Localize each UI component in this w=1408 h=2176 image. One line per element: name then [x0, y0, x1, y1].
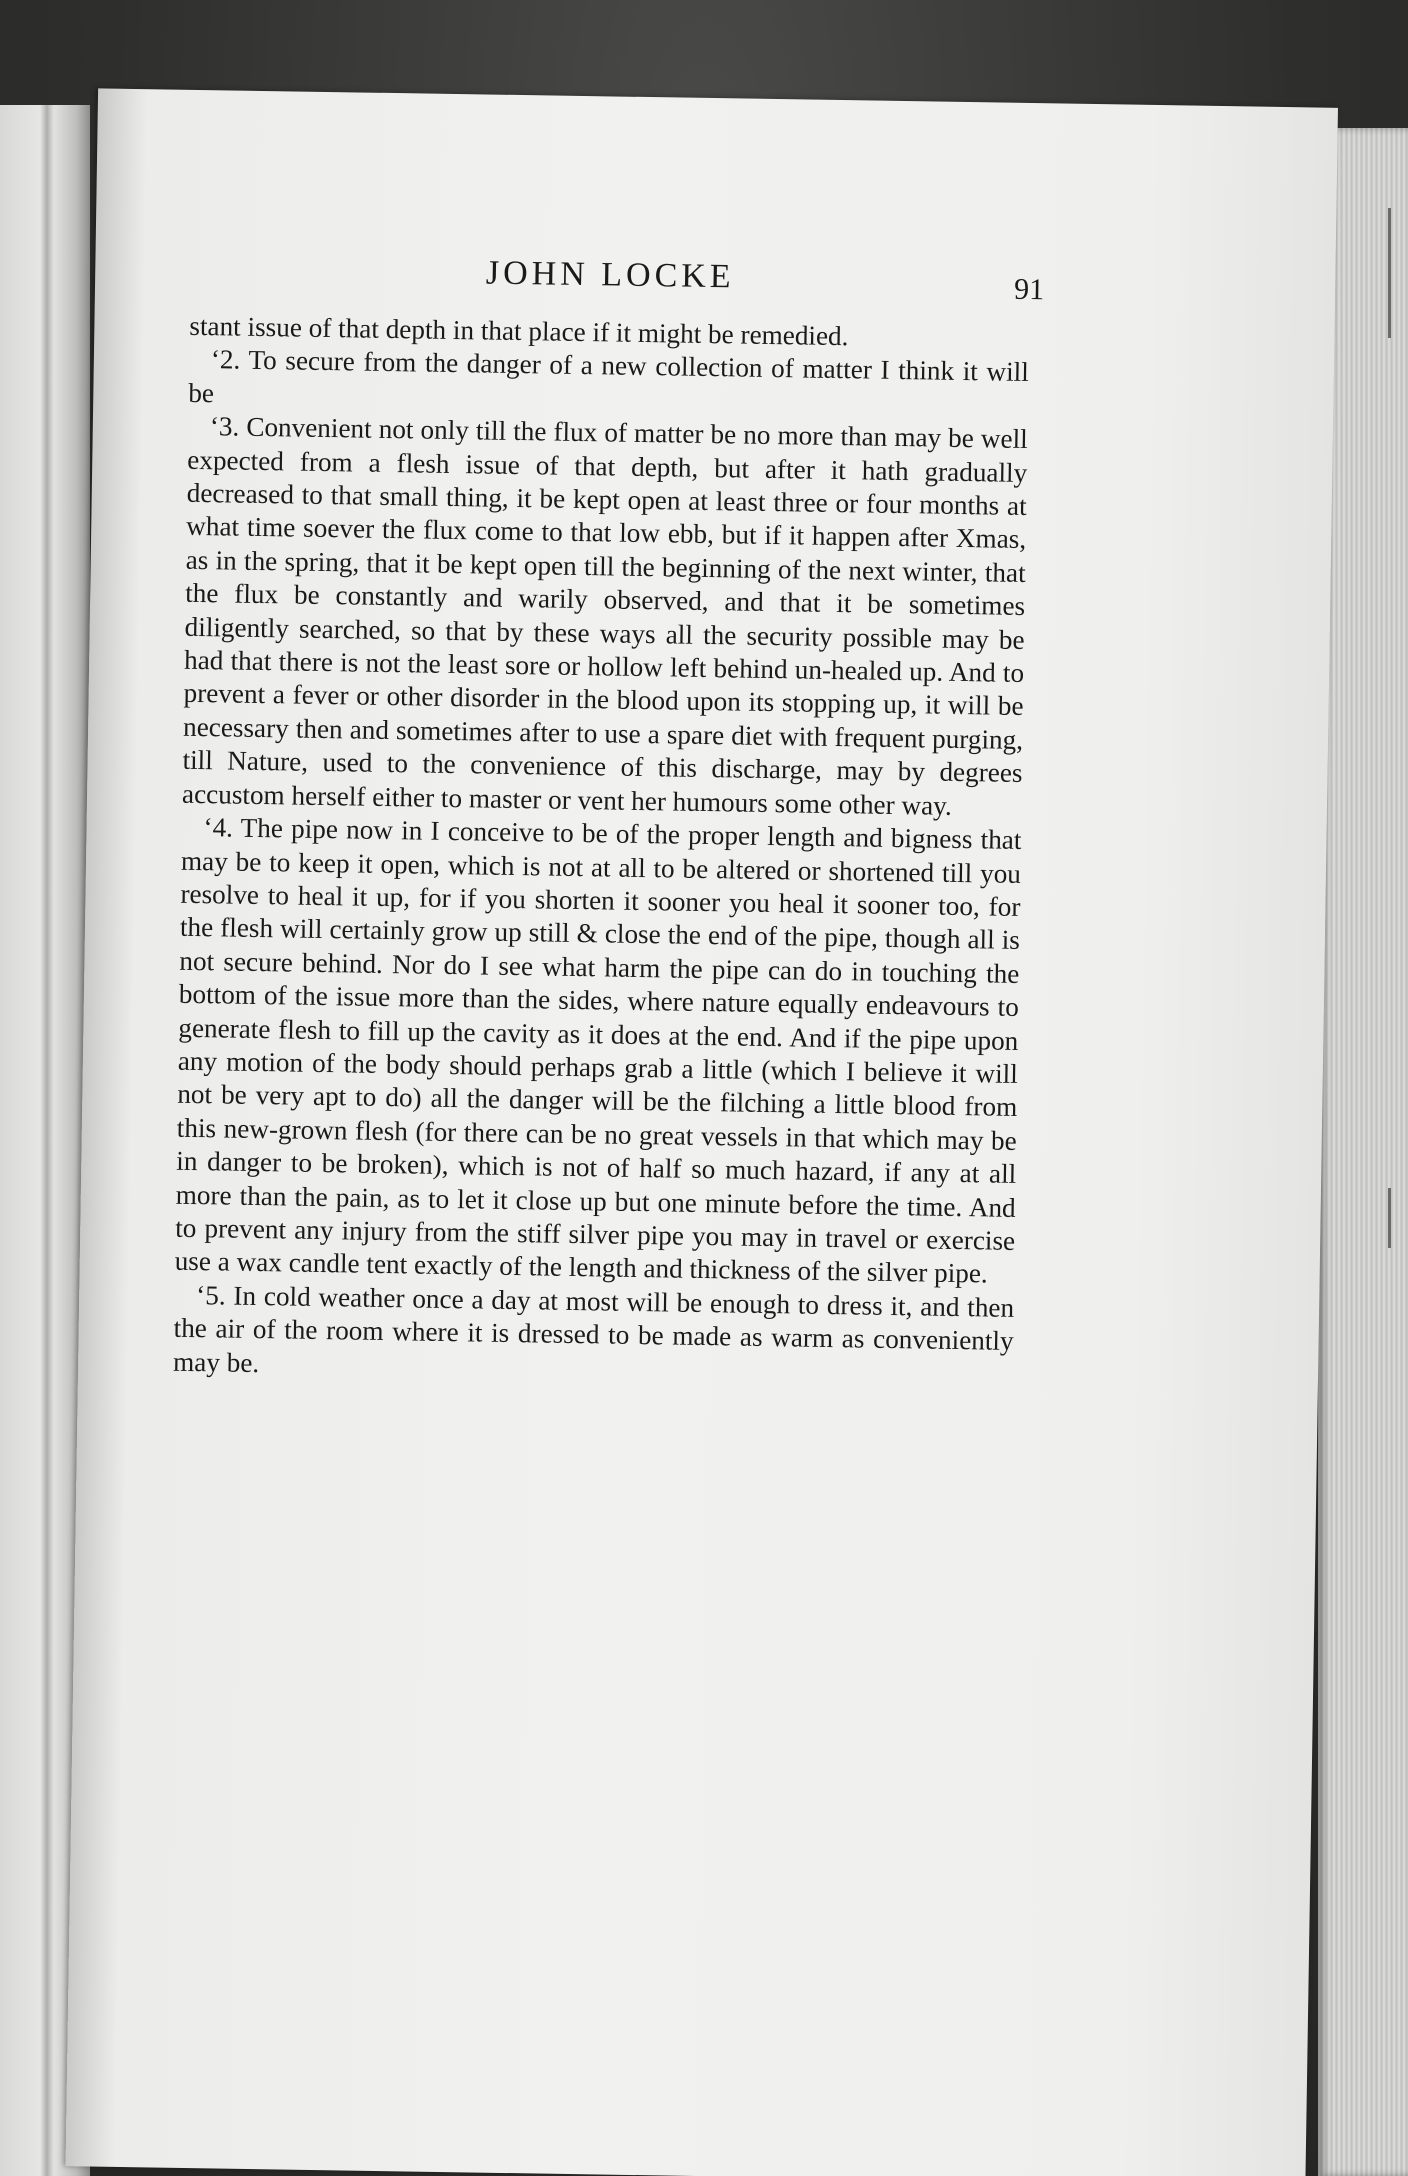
fore-edge-mark	[1388, 208, 1391, 338]
book-gutter	[40, 105, 54, 2176]
running-head-title: JOHN LOCKE	[485, 254, 735, 296]
text-block	[172, 250, 1045, 1392]
paragraph: ‘2. To secure from the danger of a new collection of matter I think it will be	[188, 344, 1030, 409]
fore-edge-mark	[1388, 1188, 1391, 1248]
paragraph: ‘5. In cold weather once a day at most will be enough to dress it, and then the air of the room where it is dressed to be made as warm as conveniently may be.	[172, 1279, 1015, 1378]
book-page	[65, 88, 1337, 2176]
paragraph: ‘4. The pipe now in I conceive to be of the proper length and bigness that may be to keep it open, which is not at all to be altered or shortened till you resolve to heal it up, for if you shorten it sooner you heal it sooner too, for the flesh will certainly grow up still & close the end of the pipe, though all is not secure behind. Nor do I see what harm the pipe can do in touching the bottom of the issue more than the sides, where nature equally endeavours to generate flesh to fill up the cavity as it does at the end. And if the pipe upon any motion of the body should perhaps grab a little (which I believe it will not be very apt to do) all the danger will be the filching a little blood from this new-grown flesh (for there can be no great vessels in that which may be in danger to be broken), which is not of half so much hazard, if any at all more than the pain, as to let it close up but one minute before the time. And to prevent any injury from the stiff silver pipe you may in travel or exercise use a wax candle tent exactly of the length and thickness of the silver pipe.	[174, 812, 1022, 1289]
page-number: 91	[1013, 272, 1045, 307]
paragraph: ‘3. Convenient not only till the flux of matter be no more than may be well expected from a flesh issue of that depth, but after it hath gradually decreased to that small thing, it be kept open at least three or four months at what time soever the flux come to that low ebb, but if it happen after Xmas, as in the spring, that it be kept open till the beginning of the next winter, that the flux be constantly and warily observed, and that it be sometimes diligently searched, so that by these ways all the security possible may be had that there is not the least sore or hollow left behind un-healed up. And to prevent a fever or other disorder in the blood upon its stopping up, it will be necessary then and sometimes after to use a spare diet with frequent purging, till Nature, used to the convenience of this discharge, may by degrees accustom herself either to master or vent her humours some other way.	[181, 411, 1028, 821]
paragraph: stant issue of that depth in that place if it might be remedied.	[189, 310, 849, 352]
